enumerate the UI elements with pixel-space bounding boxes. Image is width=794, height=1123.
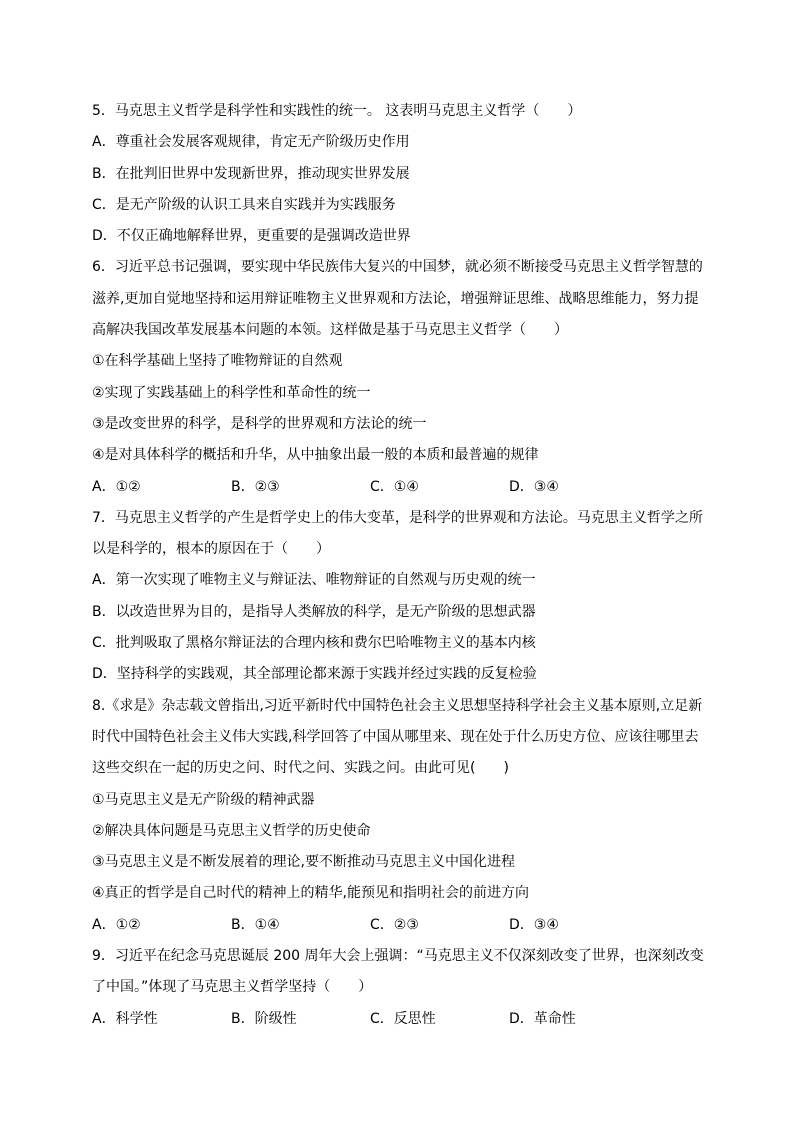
option-row xyxy=(92,1004,704,1035)
statement-1: ①马克思主义是无产阶级的精神武器 xyxy=(92,791,315,808)
question-7 xyxy=(92,503,704,691)
question-5 xyxy=(92,96,704,252)
option-b: B．①④ xyxy=(231,916,280,933)
question-stem: 高解决我国改革发展基本问题的本领。这样做是基于马克思主义哲学（ ） xyxy=(92,322,568,339)
question-stem: 8.《求是》杂志载文曾指出,习近平新时代中国特色社会主义思想坚持科学社会主义基本原则,立足新 xyxy=(92,697,703,714)
option-b: B．阶级性 xyxy=(231,1010,297,1027)
statement-3: ③是改变世界的科学，是科学的世界观和方法论的统一 xyxy=(92,415,427,432)
question-stem: 以是科学的，根本的原因在于（ ） xyxy=(92,541,330,558)
question-stem: 这些交织在一起的历史之问、时代之问、实践之问。由此可见( ) xyxy=(92,760,509,777)
statement-3: ③马克思主义是不断发展着的理论,要不断推动马克思主义中国化进程 xyxy=(92,854,515,871)
statement-4: ④是对具体科学的概括和升华，从中抽象出最一般的本质和最普遍的规律 xyxy=(92,447,539,464)
question-stem: 6．习近平总书记强调，要实现中华民族伟大复兴的中国梦，就必须不断接受马克思主义哲学智慧的 xyxy=(92,259,703,276)
choice-a: A．尊重社会发展客观规律，肯定无产阶级历史作用 xyxy=(92,134,410,151)
choice-b: B．以改造世界为目的，是指导人类解放的科学，是无产阶级的思想武器 xyxy=(92,603,536,620)
choice-b: B．在批判旧世界中发现新世界，推动现实世界发展 xyxy=(92,165,410,182)
statement-4: ④真正的哲学是自己时代的精神上的精华,能预见和指明社会的前进方向 xyxy=(92,885,529,902)
question-8 xyxy=(92,691,704,941)
option-c: C．①④ xyxy=(370,478,419,495)
option-d: D．③④ xyxy=(509,478,559,495)
question-6 xyxy=(92,252,704,502)
question-9 xyxy=(92,941,704,1035)
question-list xyxy=(92,96,704,1035)
option-a: A．科学性 xyxy=(92,1010,158,1027)
statement-2: ②实现了实践基础上的科学性和革命性的统一 xyxy=(92,384,371,401)
question-stem: 滋养,更加自觉地坚持和运用辩证唯物主义世界观和方法论，增强辩证思维、战略思维能力，努力提 xyxy=(92,290,699,307)
option-c: C．反思性 xyxy=(370,1010,436,1027)
option-c: C．②③ xyxy=(370,916,419,933)
statement-2: ②解决具体问题是马克思主义哲学的历史使命 xyxy=(92,822,371,839)
option-row xyxy=(92,472,704,503)
question-stem: 了中国。”体现了马克思主义哲学坚持（ ） xyxy=(92,979,373,996)
question-stem: 9．习近平在纪念马克思诞辰 200 周年大会上强调：“马克思主义不仅深刻改变了世界，也深刻改变 xyxy=(92,948,704,965)
option-d: D．③④ xyxy=(509,916,559,933)
statement-1: ①在科学基础上坚持了唯物辩证的自然观 xyxy=(92,353,343,370)
option-a: A．①② xyxy=(92,916,141,933)
option-a: A．①② xyxy=(92,478,141,495)
choice-a: A．第一次实现了唯物主义与辩证法、唯物辩证的自然观与历史观的统一 xyxy=(92,572,536,589)
question-stem: 7．马克思主义哲学的产生是哲学史上的伟大变革，是科学的世界观和方法论。马克思主义哲学之所 xyxy=(92,509,703,526)
question-stem: 时代中国特色社会主义伟大实践,科学回答了中国从哪里来、现在处于什么历史方位、应该往哪里去 xyxy=(92,728,699,745)
option-row xyxy=(92,910,704,941)
option-d: D．革命性 xyxy=(509,1010,576,1027)
choice-c: C．是无产阶级的认识工具来自实践并为实践服务 xyxy=(92,196,396,213)
choice-c: C．批判吸取了黑格尔辩证法的合理内核和费尔巴哈唯物主义的基本内核 xyxy=(92,635,536,652)
choice-d: D．不仅正确地解释世界，更重要的是强调改造世界 xyxy=(92,228,411,245)
question-stem: 5．马克思主义哲学是科学性和实践性的统一。 这表明马克思主义哲学（ ） xyxy=(92,103,582,119)
option-b: B．②③ xyxy=(231,478,280,495)
choice-d: D．坚持科学的实践观，其全部理论都来源于实践并经过实践的反复检验 xyxy=(92,666,537,683)
